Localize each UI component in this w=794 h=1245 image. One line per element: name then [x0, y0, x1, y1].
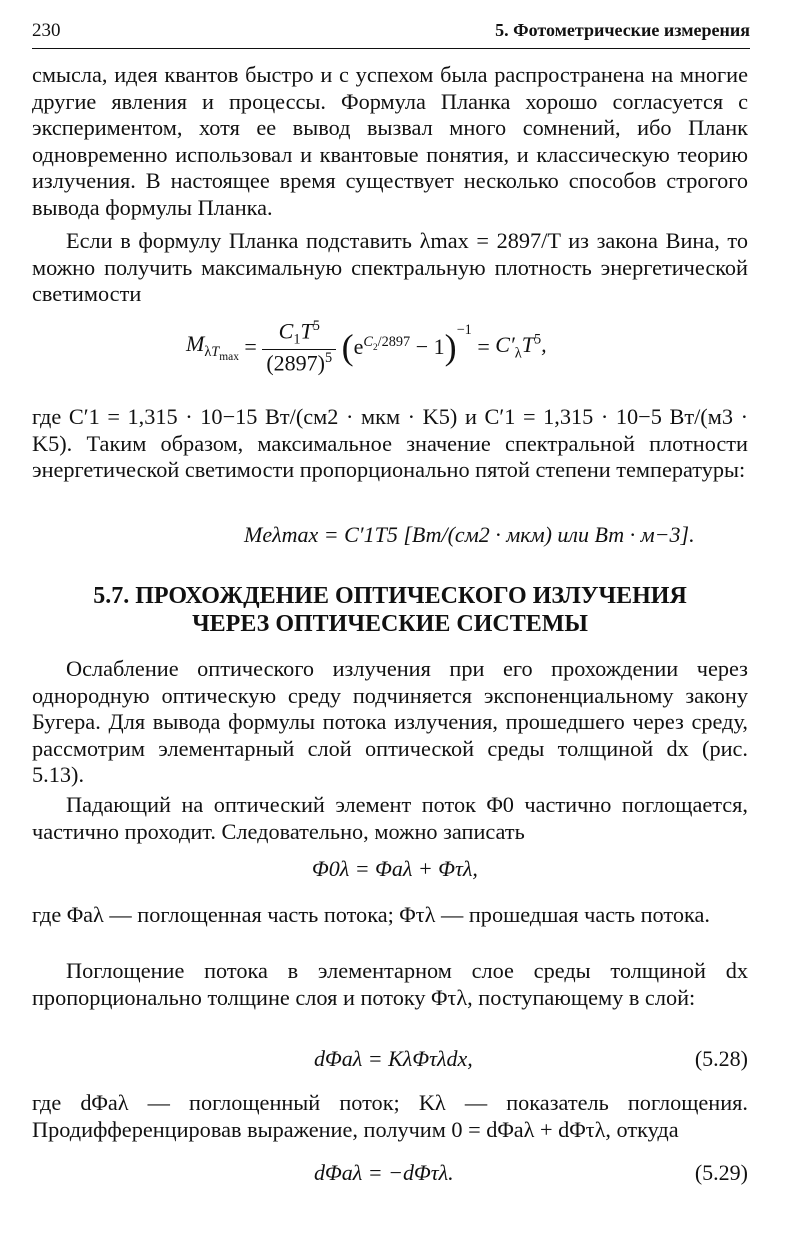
equation-number-5-29: (5.29) — [694, 1160, 748, 1185]
paragraph-6: где Φaλ — поглощенная часть потока; Φτλ — прошедшая часть потока. — [32, 902, 710, 927]
page-header — [32, 18, 750, 49]
paragraph-3: где C′1 = 1,315 · 10−15 Вт/(см2 · мкм · K5) и C′1 = 1,315 · 10−5 Вт/(м3 · K5). Таким образом, максимальное значение спектральной плотности энергетической светимости пропорционально пятой степени температуры: — [32, 404, 748, 483]
section-heading — [32, 582, 748, 638]
section-heading-line-2: ЧЕРЕЗ ОПТИЧЕСКИЕ СИСТЕМЫ — [192, 611, 588, 637]
paragraph-1: смысла, идея квантов быстро и с успехом была распространена на многие другие явления и процессы. Формула Планка хорошо согласуется с экспериментом, хотя ее вывод вызвал много сомнений, ибо Планк одновременно использовал и квантовые понятия, и классическую теорию излучения. В настоящее время существует несколько способов строгого вывода формулы Планка. — [32, 62, 748, 220]
paragraph-2: Если в формулу Планка подставить λmax = 2897/T из закона Вина, то можно получить максимальную спектральную плотность энергетической светимости — [32, 228, 748, 307]
page-number: 230 — [32, 20, 61, 41]
formula-5-28: dΦaλ = KλΦτλdx, — [314, 1046, 473, 1071]
formula-meλmax: Meλmax = C′1T5 [Вт/(см2 · мкм) или Вт · м−3]. — [244, 522, 695, 547]
section-heading-line-1: 5.7. ПРОХОЖДЕНИЕ ОПТИЧЕСКОГО ИЗЛУЧЕНИЯ — [93, 583, 687, 609]
running-title: 5. Фотометрические измерения — [495, 20, 750, 40]
formula-planck-max: $M_{\lambda T_{max}}$ = $\frac{C_1T^5}{(2897)^5}$ $(e^{C_2/2897} - 1)^{-1} = C'_\lambda T^5$, — [186, 318, 547, 376]
equation-number-5-28: (5.28) — [694, 1046, 748, 1071]
paragraph-5: Падающий на оптический элемент поток Φ0 частично поглощается, частично проходит. Следовательно, можно записать — [32, 792, 748, 844]
formula-5-29: dΦaλ = −dΦτλ. — [314, 1160, 454, 1185]
formula-flux-balance: Φ0λ = Φaλ + Φτλ, — [312, 856, 478, 881]
paragraph-4: Ослабление оптического излучения при его прохождении через однородную оптическую среду подчиняется экспоненциальному закону Бугера. Для вывода формулы потока излучения, прошедшего через среду, рассмотрим элементарный слой оптической среды толщиной dx (рис. 5.13). — [32, 656, 748, 788]
paragraph-7: Поглощение потока в элементарном слое среды толщиной dx пропорционально толщине слоя и потоку Φτλ, поступающему в слой: — [32, 958, 748, 1010]
paragraph-8: где dΦaλ — поглощенный поток; Kλ — показатель поглощения. Продифференцировав выражение, получим 0 = dΦaλ + dΦτλ, откуда — [32, 1090, 748, 1142]
